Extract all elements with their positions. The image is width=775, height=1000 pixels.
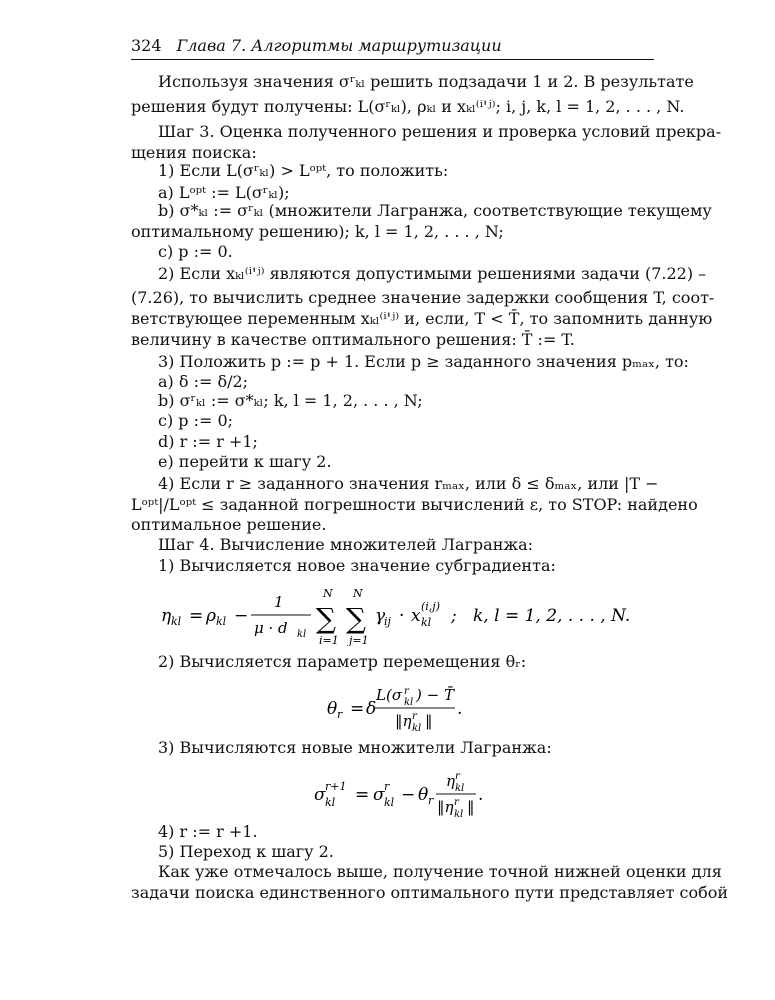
text-line: 4) Если r ≥ заданного значения rₘₐₓ, или δ ≤ δₘₐₓ, или |T − bbox=[158, 474, 659, 493]
eq-rhs-sigma: σ bbox=[373, 785, 385, 805]
eq-num-sub: kl bbox=[404, 697, 414, 708]
eq-den: ‖η bbox=[437, 798, 454, 816]
eq-minus: − bbox=[234, 606, 249, 626]
eq-x-sup: (i,j) bbox=[421, 600, 441, 613]
text-line: c) p := 0. bbox=[158, 242, 233, 261]
eq-gamma-sub: ij bbox=[384, 615, 391, 628]
text-line: оптимальное решение. bbox=[131, 515, 327, 534]
eq-frac-num: 1 bbox=[274, 593, 284, 611]
text-line: a) Lᵒᵖᵗ := L(σʳₖₗ); bbox=[158, 183, 290, 202]
step-3-heading: Шаг 3. Оценка полученного решения и проверка условий прекра- bbox=[158, 122, 722, 141]
text-line: 5) Переход к шагу 2. bbox=[158, 842, 334, 861]
text-line: 1) Вычисляется новое значение субградиента: bbox=[158, 556, 556, 575]
eq-sigma: σ bbox=[314, 785, 326, 805]
header-rule bbox=[131, 59, 654, 60]
eq-minus: − bbox=[401, 785, 416, 805]
text-line: e) перейти к шагу 2. bbox=[158, 452, 332, 471]
eq-num-rest: ) − T̄ bbox=[416, 686, 454, 704]
eq-num-sup: r bbox=[404, 686, 409, 697]
eq-theta: θ bbox=[418, 785, 429, 805]
eq-num-sup: r bbox=[455, 771, 460, 782]
eq-rhs-sub: kl bbox=[384, 796, 395, 809]
eq-x-sub: kl bbox=[421, 616, 432, 629]
eq-rho-sub: kl bbox=[216, 615, 227, 628]
text-line: 3) Вычисляются новые множители Лагранжа: bbox=[158, 738, 552, 757]
eq-eta: η bbox=[161, 606, 172, 626]
eq-eta-sub: kl bbox=[171, 615, 182, 628]
eq-num: η bbox=[446, 772, 455, 790]
text-line: Как уже отмечалось выше, получение точной нижней оценки для bbox=[158, 862, 722, 881]
eq-den-close: ‖ bbox=[467, 798, 475, 816]
eq-dot: · bbox=[399, 606, 405, 626]
text-line: 1) Если L(σʳₖₗ) > Lᵒᵖᵗ, то положить: bbox=[158, 161, 449, 180]
text-line: d) r := r +1; bbox=[158, 432, 258, 451]
step-4-heading: Шаг 4. Вычисление множителей Лагранжа: bbox=[158, 535, 534, 554]
eq-rho: ρ bbox=[206, 606, 216, 626]
eq-frac-den: μ · d bbox=[254, 619, 288, 637]
eq-x: x bbox=[411, 606, 421, 626]
text-line: щения поиска: bbox=[131, 143, 257, 162]
equation-subgradient-graphic bbox=[131, 588, 654, 646]
text-line: 3) Положить p := p + 1. Если p ≥ заданного значения pₘₐₓ, то: bbox=[158, 352, 689, 371]
text-line: b) σʳₖₗ := σ*ₖₗ; k, l = 1, 2, . . . , N; bbox=[158, 391, 423, 410]
eq-sum2-bottom: j=1 bbox=[349, 634, 369, 646]
eq-semicolon: ; bbox=[451, 606, 457, 626]
eq-delta: δ bbox=[366, 699, 377, 719]
text-line: задачи поиска единственного оптимального пути представляет собой bbox=[131, 883, 729, 902]
eq-rhs-sup: r bbox=[384, 780, 390, 793]
eq-num-sub: kl bbox=[455, 783, 465, 794]
text-line: ветствующее переменным xₖₗ⁽ⁱ'ʲ⁾ и, если, T < T̄, то запомнить данную bbox=[131, 309, 713, 328]
eq-sigma-sup: r+1 bbox=[325, 780, 347, 793]
text-line: 4) r := r +1. bbox=[158, 822, 258, 841]
eq-sum2-symbol: ∑ bbox=[346, 602, 366, 635]
eq-sign: = bbox=[189, 606, 204, 626]
text-line: величину в качестве оптимального решения: T̄ := T. bbox=[131, 330, 575, 349]
eq-gamma: γ bbox=[375, 606, 386, 626]
equation-sigma bbox=[131, 770, 654, 825]
text-line: a) δ := δ/2; bbox=[158, 372, 249, 391]
eq-theta: θ bbox=[327, 699, 338, 719]
eq-frac-den-sub: kl bbox=[297, 629, 307, 640]
eq-sum2-top: N bbox=[353, 588, 363, 600]
eq-range: k, l = 1, 2, . . . , N. bbox=[473, 606, 631, 626]
equation-subgradient bbox=[131, 588, 654, 651]
eq-sigma-sub: kl bbox=[325, 796, 336, 809]
text-line: Lᵒᵖᵗ|/Lᵒᵖᵗ ≤ заданной погрешности вычислений ε, то STOP: найдено bbox=[131, 495, 698, 514]
text-line: b) σ*ₖₗ := σʳₖₗ (множители Лагранжа, соответствующие текущему bbox=[158, 201, 712, 220]
text-line: оптимальному решению); k, l = 1, 2, . . . , N; bbox=[131, 222, 504, 241]
eq-sum1-top: N bbox=[323, 588, 333, 600]
eq-den-sub: kl bbox=[412, 723, 422, 734]
eq-end: . bbox=[478, 785, 484, 805]
eq-den-sup: r bbox=[454, 797, 459, 808]
equation-theta bbox=[131, 684, 654, 739]
text-line: решения будут получены: L(σʳₖₗ), ρₖₗ и xₖₗ⁽ⁱ'ʲ⁾; i, j, k, l = 1, 2, . . . , N. bbox=[131, 97, 685, 116]
equation-theta-graphic bbox=[131, 684, 654, 734]
eq-den-sup: r bbox=[412, 711, 417, 722]
eq-theta-sub: r bbox=[337, 708, 343, 721]
eq-den: ‖η bbox=[395, 712, 412, 730]
equation-sigma-graphic bbox=[131, 770, 654, 820]
text-line: 2) Вычисляется параметр перемещения θᵣ: bbox=[158, 652, 527, 671]
eq-sum1-symbol: ∑ bbox=[316, 602, 336, 635]
eq-den-close: ‖ bbox=[425, 712, 433, 730]
text-line: Используя значения σʳₖₗ решить подзадачи 1 и 2. В результате bbox=[158, 72, 694, 91]
chapter-title: Глава 7. Алгоритмы маршрутизации bbox=[176, 36, 502, 55]
text-line: 2) Если xₖₗ⁽ⁱ'ʲ⁾ являются допустимыми решениями задачи (7.22) – bbox=[158, 264, 707, 283]
eq-sum1-bottom: i=1 bbox=[319, 634, 339, 646]
eq-num-L: L(σ bbox=[376, 686, 403, 704]
running-header bbox=[131, 36, 654, 56]
text-line: (7.26), то вычислить среднее значение задержки сообщения T, соот- bbox=[131, 288, 715, 307]
eq-sign: = bbox=[350, 699, 365, 719]
eq-theta-sub: r bbox=[428, 794, 434, 807]
eq-end: . bbox=[457, 699, 463, 719]
eq-sign: = bbox=[355, 785, 370, 805]
text-line: c) p := 0; bbox=[158, 411, 234, 430]
eq-den-sub: kl bbox=[454, 809, 464, 820]
page-number: 324 bbox=[131, 36, 162, 55]
